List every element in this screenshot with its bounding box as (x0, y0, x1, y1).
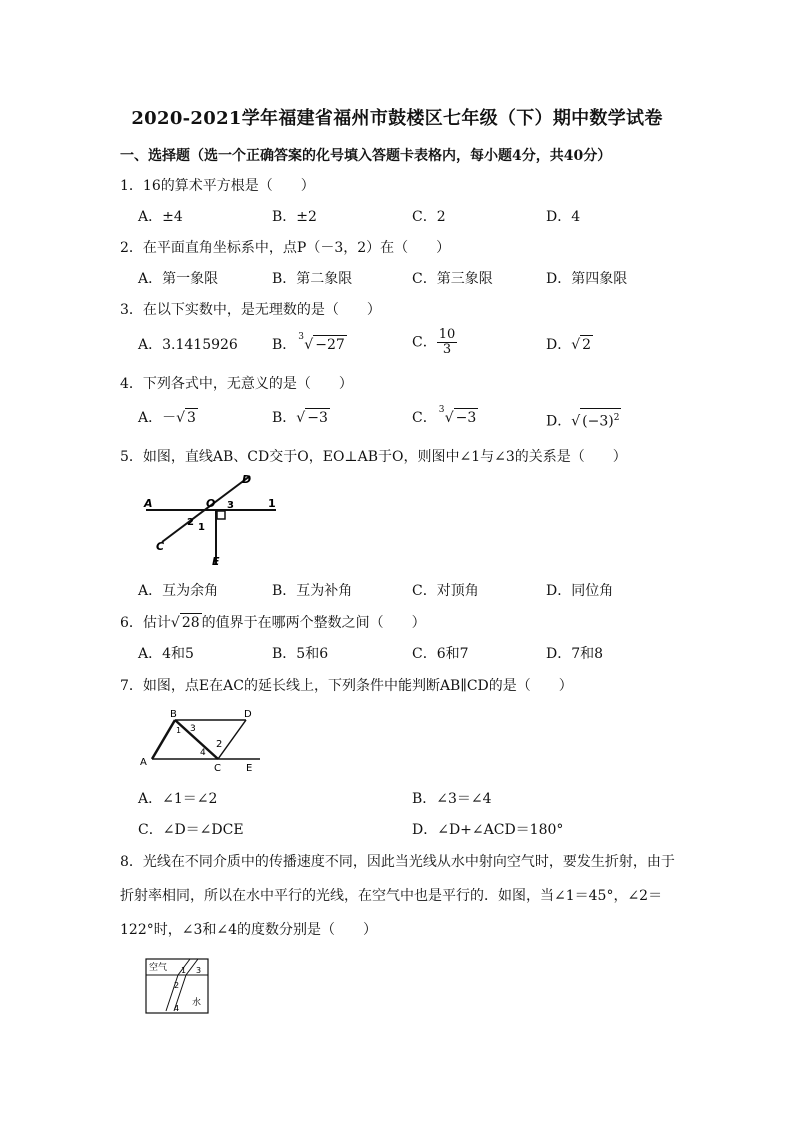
stem-prefix: 6．估计 (120, 615, 171, 631)
label-d: D (244, 709, 252, 720)
square-root: √ 28 (170, 615, 200, 631)
q3-option-a: A．3.1415926 (138, 337, 238, 353)
label-e: E (246, 763, 253, 774)
label-angle-3: 3 (196, 966, 202, 975)
q5-option-c: C．对顶角 (412, 583, 479, 599)
q7-option-b: B．∠3＝∠4 (412, 791, 492, 807)
q4-option-b (272, 408, 330, 428)
fraction (437, 328, 458, 357)
root-index: 3 (298, 332, 305, 342)
q1-option-c: C．2 (412, 209, 446, 225)
q3-option-c (412, 328, 457, 357)
question-1: 1．16的算术平方根是（ ） (120, 178, 315, 194)
square-root: √ −3 (296, 410, 328, 426)
q7-option-c: C．∠D＝∠DCE (138, 822, 244, 838)
q6-option-d: D．7和8 (546, 646, 604, 662)
option-letter: C． (412, 410, 437, 426)
denominator: 3 (442, 342, 452, 357)
question-6 (120, 613, 426, 633)
square-root: √ 2 (571, 337, 592, 353)
label-angle-1: 1 (198, 522, 205, 533)
option-letter: D． (546, 413, 572, 430)
option-letter: C． (412, 334, 437, 351)
q1-option-a: A．±4 (138, 209, 183, 225)
q5-option-b: B．互为补角 (272, 583, 353, 599)
q1-option-b: B．±2 (272, 209, 317, 225)
q6-option-c: C．6和7 (412, 646, 469, 662)
label-angle-4: 4 (174, 1004, 180, 1013)
minus-sign: － (162, 410, 177, 426)
label-end-1: 1 (268, 497, 276, 510)
label-angle-3: 3 (190, 724, 196, 734)
radicand-exponent: 2 (613, 413, 620, 423)
q3-option-b (272, 332, 347, 355)
q2-option-b: B．第二象限 (272, 271, 353, 287)
stem-suffix: 的值界于在哪两个整数之间（ ） (201, 615, 426, 631)
page-title: 2020-2021学年福建省福州市鼓楼区七年级（下）期中数学试卷 (131, 108, 663, 129)
label-e: E (212, 555, 220, 568)
q4-option-d (546, 408, 621, 432)
root-index: 3 (438, 405, 445, 415)
radicand-base: (−3) (582, 413, 614, 430)
radicand: 3 (187, 410, 196, 426)
label-a: A (144, 497, 153, 510)
label-angle-2: 2 (216, 739, 223, 750)
radicand: 28 (181, 615, 200, 631)
square-root: √ $(-3)^2$ (571, 408, 621, 432)
label-c: C (156, 540, 165, 553)
q6-option-a: A．4和5 (138, 646, 194, 662)
q6-option-b: B．5和6 (272, 646, 329, 662)
figure-q8 (140, 955, 220, 1017)
q1-option-d: D．4 (546, 209, 581, 225)
q5-option-a: A．互为余角 (138, 583, 219, 599)
label-o: O (206, 497, 216, 510)
label-angle-2: 2 (174, 981, 180, 990)
q2-option-d: D．第四象限 (546, 271, 628, 287)
label-a: A (140, 757, 147, 768)
option-letter: B． (272, 410, 297, 426)
label-d: D (242, 473, 252, 486)
label-air: 空气 (149, 963, 168, 973)
option-letter: A． (138, 410, 163, 426)
question-7: 7．如图，点E在AC的延长线上，下列条件中能判断AB∥CD的是（ ） (120, 678, 573, 694)
label-angle-1: 1 (181, 966, 187, 975)
q4-option-a (138, 408, 198, 428)
question-3: 3．在以下实数中，是无理数的是（ ） (120, 302, 381, 318)
label-angle-3: 3 (227, 500, 234, 511)
numerator: 10 (438, 327, 456, 342)
question-4: 4．下列各式中，无意义的是（ ） (120, 376, 353, 392)
square-root: √ 3 (176, 410, 196, 426)
radicand: −3 (455, 410, 477, 426)
q2-option-a: A．第一象限 (138, 271, 219, 287)
question-2: 2．在平面直角坐标系中，点P（－3，2）在（ ） (120, 240, 451, 256)
radicand (580, 408, 621, 431)
q2-option-c: C．第三象限 (412, 271, 493, 287)
cube-root: 3 √ −27 (304, 335, 346, 355)
label-b: B (170, 709, 177, 720)
section-header: 一、选择题（选一个正确答案的化号填入答题卡表格内，每小题4分，共40分） (120, 148, 612, 164)
q3-option-d (546, 335, 593, 355)
q5-option-d: D．同位角 (546, 583, 614, 599)
q7-option-d: D．∠D+∠ACD＝180° (412, 822, 564, 838)
label-angle-4: 4 (200, 748, 206, 758)
cube-root: 3 √ −3 (445, 408, 479, 428)
radicand: 2 (582, 337, 592, 353)
option-letter: D． (546, 337, 572, 353)
radicand: −3 (307, 410, 328, 426)
label-angle-2: 2 (187, 517, 194, 528)
figure-q5 (140, 470, 290, 570)
label-c: C (214, 763, 221, 774)
question-5: 5．如图，直线AB、CD交于O，EO⊥AB于O，则图中∠1与∠3的关系是（ ） (120, 449, 627, 465)
q7-option-a: A．∠1＝∠2 (138, 791, 218, 807)
label-angle-1: 1 (176, 726, 182, 735)
figure-q7 (138, 705, 268, 777)
radicand: −27 (315, 337, 345, 353)
option-letter: B． (272, 337, 297, 353)
question-8: 8．光线在不同介质中的传播速度不同，因此当光线从水中射向空气时，要发生折射，由于折射率相同，所以在水中平行的光线，在空气中也是平行的．如图，当∠1＝45°，∠2＝122°时，∠3和∠4的度数分别是（ ） (120, 854, 675, 938)
q4-option-c (412, 405, 478, 428)
label-water: 水 (192, 998, 202, 1008)
